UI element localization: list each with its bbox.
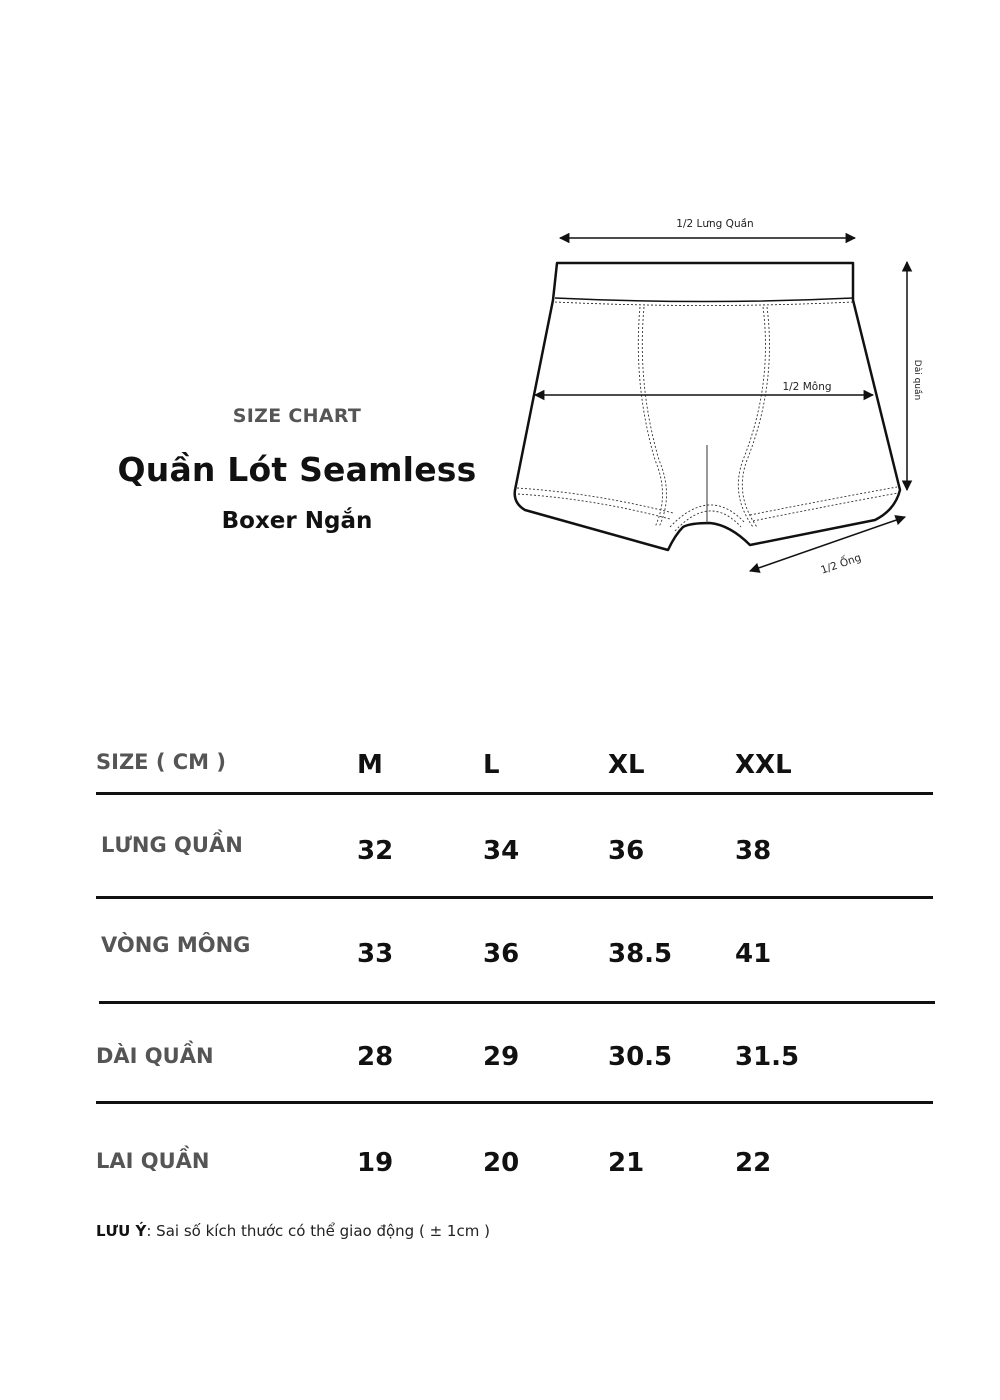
table-cell: 31.5 bbox=[735, 1042, 800, 1072]
table-cell: 38 bbox=[735, 836, 772, 866]
table-cell: 22 bbox=[735, 1148, 772, 1178]
size-col-m: M bbox=[357, 750, 383, 780]
leg-measure-label: 1/2 Ống bbox=[819, 551, 863, 577]
note-prefix: LƯU Ý bbox=[96, 1222, 147, 1240]
product-subtitle: Boxer Ngắn bbox=[221, 508, 373, 534]
table-cell: 30.5 bbox=[608, 1042, 673, 1072]
table-divider bbox=[96, 792, 933, 795]
table-cell: 20 bbox=[483, 1148, 520, 1178]
table-divider bbox=[96, 896, 933, 899]
table-cell: 34 bbox=[483, 836, 520, 866]
size-col-xxl: XXL bbox=[735, 750, 792, 780]
size-chart-eyebrow: SIZE CHART bbox=[232, 405, 362, 427]
size-col-l: L bbox=[483, 750, 500, 780]
table-divider bbox=[96, 1101, 933, 1104]
table-cell: 28 bbox=[357, 1042, 394, 1072]
tolerance-note bbox=[96, 1222, 490, 1240]
table-divider bbox=[99, 1001, 935, 1004]
table-cell: 41 bbox=[735, 939, 772, 969]
row-label-vong-mong: VÒNG MÔNG bbox=[101, 933, 251, 957]
row-label-lung-quan: LƯNG QUẦN bbox=[101, 833, 243, 857]
note-text: : Sai số kích thước có thể giao động ( ± 1cm ) bbox=[146, 1222, 490, 1240]
table-cell: 29 bbox=[483, 1042, 520, 1072]
table-cell: 19 bbox=[357, 1148, 394, 1178]
table-cell: 36 bbox=[483, 939, 520, 969]
row-label-lai-quan: LAI QUẦN bbox=[96, 1149, 210, 1173]
table-cell: 36 bbox=[608, 836, 645, 866]
product-title: Quần Lót Seamless bbox=[117, 450, 477, 489]
table-cell: 38.5 bbox=[608, 939, 673, 969]
row-label-dai-quan: DÀI QUẦN bbox=[96, 1044, 214, 1068]
table-header-label: SIZE ( CM ) bbox=[96, 750, 226, 774]
length-measure-label: Dài quần bbox=[912, 359, 922, 401]
hip-measure-label: 1/2 Mông bbox=[782, 381, 832, 393]
table-cell: 33 bbox=[357, 939, 394, 969]
boxer-measurement-diagram bbox=[505, 205, 925, 590]
table-cell: 32 bbox=[357, 836, 394, 866]
size-col-xl: XL bbox=[608, 750, 645, 780]
waist-measure-label: 1/2 Lưng Quần bbox=[676, 218, 754, 230]
table-cell: 21 bbox=[608, 1148, 645, 1178]
